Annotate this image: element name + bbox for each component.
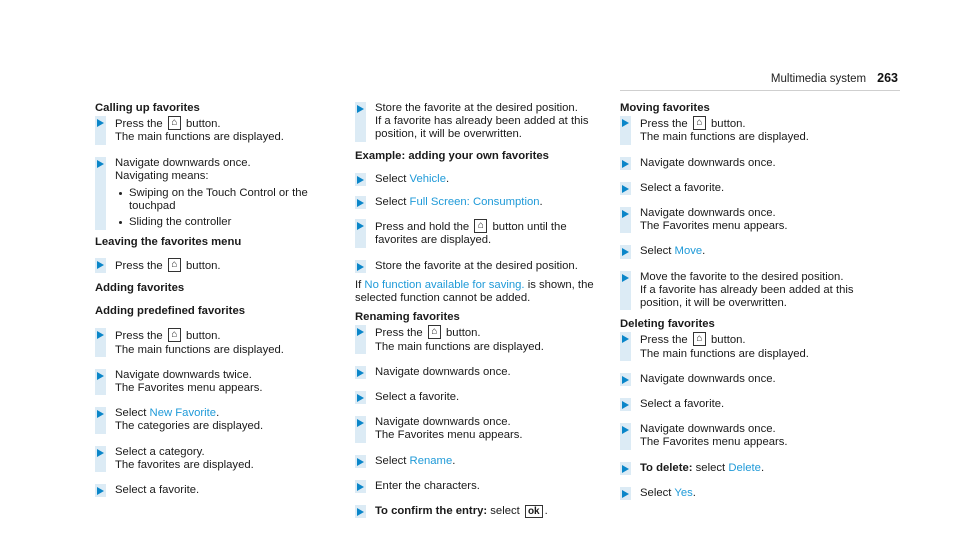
step: Select Yes.	[620, 487, 890, 500]
step-arrow-icon	[357, 394, 364, 402]
home-icon	[168, 258, 181, 272]
step-arrow-icon	[622, 401, 629, 409]
step-arrow-icon	[622, 376, 629, 384]
ok-icon: ok	[525, 505, 543, 518]
step-arrow-icon	[357, 419, 364, 427]
step: Store the favorite at the desired position.	[355, 260, 625, 273]
heading-calling-up-favorites: Calling up favorites	[95, 102, 200, 114]
step-arrow-icon	[622, 160, 629, 168]
step: Select a favorite.	[355, 391, 625, 404]
heading-example-adding-own-favorites: Example: adding your own favorites	[355, 149, 549, 162]
step: Navigate downwards once. The Favorites menu appears.	[620, 423, 890, 449]
page-number: 263	[877, 71, 898, 85]
step-arrow-icon	[622, 465, 629, 473]
step-arrow-icon	[97, 449, 104, 457]
home-icon	[168, 116, 181, 130]
step: Select Full Screen: Consumption.	[355, 196, 625, 209]
step-arrow-icon	[357, 369, 364, 377]
step: Select Rename.	[355, 455, 625, 468]
step: Navigate downwards once. The Favorites menu appears.	[355, 416, 625, 442]
page-header	[771, 72, 898, 86]
step-arrow-icon	[97, 119, 104, 127]
ui-term-yes: Yes	[674, 486, 693, 499]
step: Navigate downwards once.	[355, 366, 625, 379]
step: Select Move.	[620, 245, 890, 258]
step-arrow-icon	[97, 487, 104, 495]
step-arrow-icon	[97, 261, 104, 269]
bullet-item: Sliding the controller	[95, 216, 365, 229]
ui-term-vehicle: Vehicle	[409, 172, 446, 185]
step: Press the ⌂ button. The main functions are displayed.	[355, 325, 625, 353]
bullet-item: Swiping on the Touch Control or the touchpad	[95, 187, 365, 213]
section-title: Multimedia system	[770, 73, 867, 85]
heading-adding-favorites: Adding favorites	[95, 282, 185, 295]
step: Navigate downwards once. Navigating means: Swiping on the Touch Control or the touchpad Sliding the controller	[95, 157, 365, 230]
step: Navigate downwards once. The Favorites menu appears.	[620, 207, 890, 233]
step: Press the ⌂ button. The main functions are displayed.	[95, 328, 365, 356]
step: Press the ⌂ button. The main functions are displayed.	[620, 332, 890, 360]
step-arrow-icon	[97, 160, 104, 168]
column-right	[620, 102, 890, 500]
step: Select a favorite.	[620, 398, 890, 411]
step-arrow-icon	[357, 458, 364, 466]
step: To delete: select Delete.	[620, 462, 890, 475]
step: Navigate downwards once.	[620, 373, 890, 386]
column-left	[95, 102, 365, 497]
step-arrow-icon	[357, 199, 364, 207]
ui-term-delete: Delete	[728, 461, 761, 474]
step-arrow-icon	[622, 119, 629, 127]
step-arrow-icon	[357, 105, 364, 113]
step: Select Vehicle.	[355, 173, 625, 186]
step-arrow-icon	[622, 274, 629, 282]
step-arrow-icon	[357, 508, 364, 516]
step: Press the ⌂ button.	[95, 258, 365, 273]
column-middle	[355, 102, 625, 518]
ui-term-no-function-available: No function available for saving.	[364, 278, 525, 291]
step-arrow-icon	[357, 222, 364, 230]
ui-term-new-favorite: New Favorite	[149, 407, 217, 420]
step: Enter the characters.	[355, 480, 625, 493]
step-arrow-icon	[622, 210, 629, 218]
ui-term-full-screen-consumption: Full Screen: Consumption	[409, 196, 540, 209]
home-icon	[693, 332, 706, 346]
bullet-icon	[119, 221, 122, 224]
heading-renaming-favorites: Renaming favorites	[355, 311, 460, 324]
heading-deleting-favorites: Deleting favorites	[620, 318, 715, 331]
step-arrow-icon	[357, 483, 364, 491]
home-icon	[428, 325, 441, 339]
home-icon	[693, 116, 706, 130]
step: Select a category. The favorites are displayed.	[95, 446, 365, 472]
bullet-icon	[119, 192, 122, 195]
step: Press the ⌂ button. The main functions are displayed.	[620, 116, 890, 144]
step: Press the ⌂ button. The main functions are displayed.	[95, 116, 365, 144]
step-arrow-icon	[622, 248, 629, 256]
step: Select New Favorite. The categories are displayed.	[95, 407, 365, 433]
step: Press and hold the ⌂ button until the favorites are displayed.	[355, 219, 625, 247]
home-icon	[168, 328, 181, 342]
step-arrow-icon	[97, 410, 104, 418]
step: Navigate downwards twice. The Favorites menu appears.	[95, 369, 365, 395]
header-divider	[620, 90, 900, 91]
step: Store the favorite at the desired position. If a favorite has already been added at this position, it will be overwritten.	[355, 102, 625, 142]
step-arrow-icon	[622, 490, 629, 498]
heading-moving-favorites: Moving favorites	[620, 102, 710, 114]
home-icon	[474, 219, 487, 233]
step: To confirm the entry: select ok .	[355, 505, 625, 518]
step-arrow-icon	[622, 185, 629, 193]
heading-adding-predefined-favorites: Adding predefined favorites	[95, 305, 246, 318]
step-arrow-icon	[622, 335, 629, 343]
step: Select a favorite.	[620, 182, 890, 195]
step-arrow-icon	[357, 328, 364, 336]
step-arrow-icon	[97, 331, 104, 339]
note-no-function-available: If No function available for saving. is shown, the selected function cannot be added.	[355, 278, 594, 305]
step-arrow-icon	[357, 176, 364, 184]
ui-term-move: Move	[674, 245, 703, 258]
step-arrow-icon	[357, 263, 364, 271]
step: Navigate downwards once.	[620, 157, 890, 170]
ui-term-rename: Rename	[409, 454, 453, 467]
step: Move the favorite to the desired position. If a favorite has already been added at this position, it will be overwritten.	[620, 271, 890, 311]
step-arrow-icon	[97, 372, 104, 380]
step-arrow-icon	[622, 426, 629, 434]
step: Select a favorite.	[95, 484, 365, 497]
heading-leaving-favorites-menu: Leaving the favorites menu	[95, 235, 242, 248]
